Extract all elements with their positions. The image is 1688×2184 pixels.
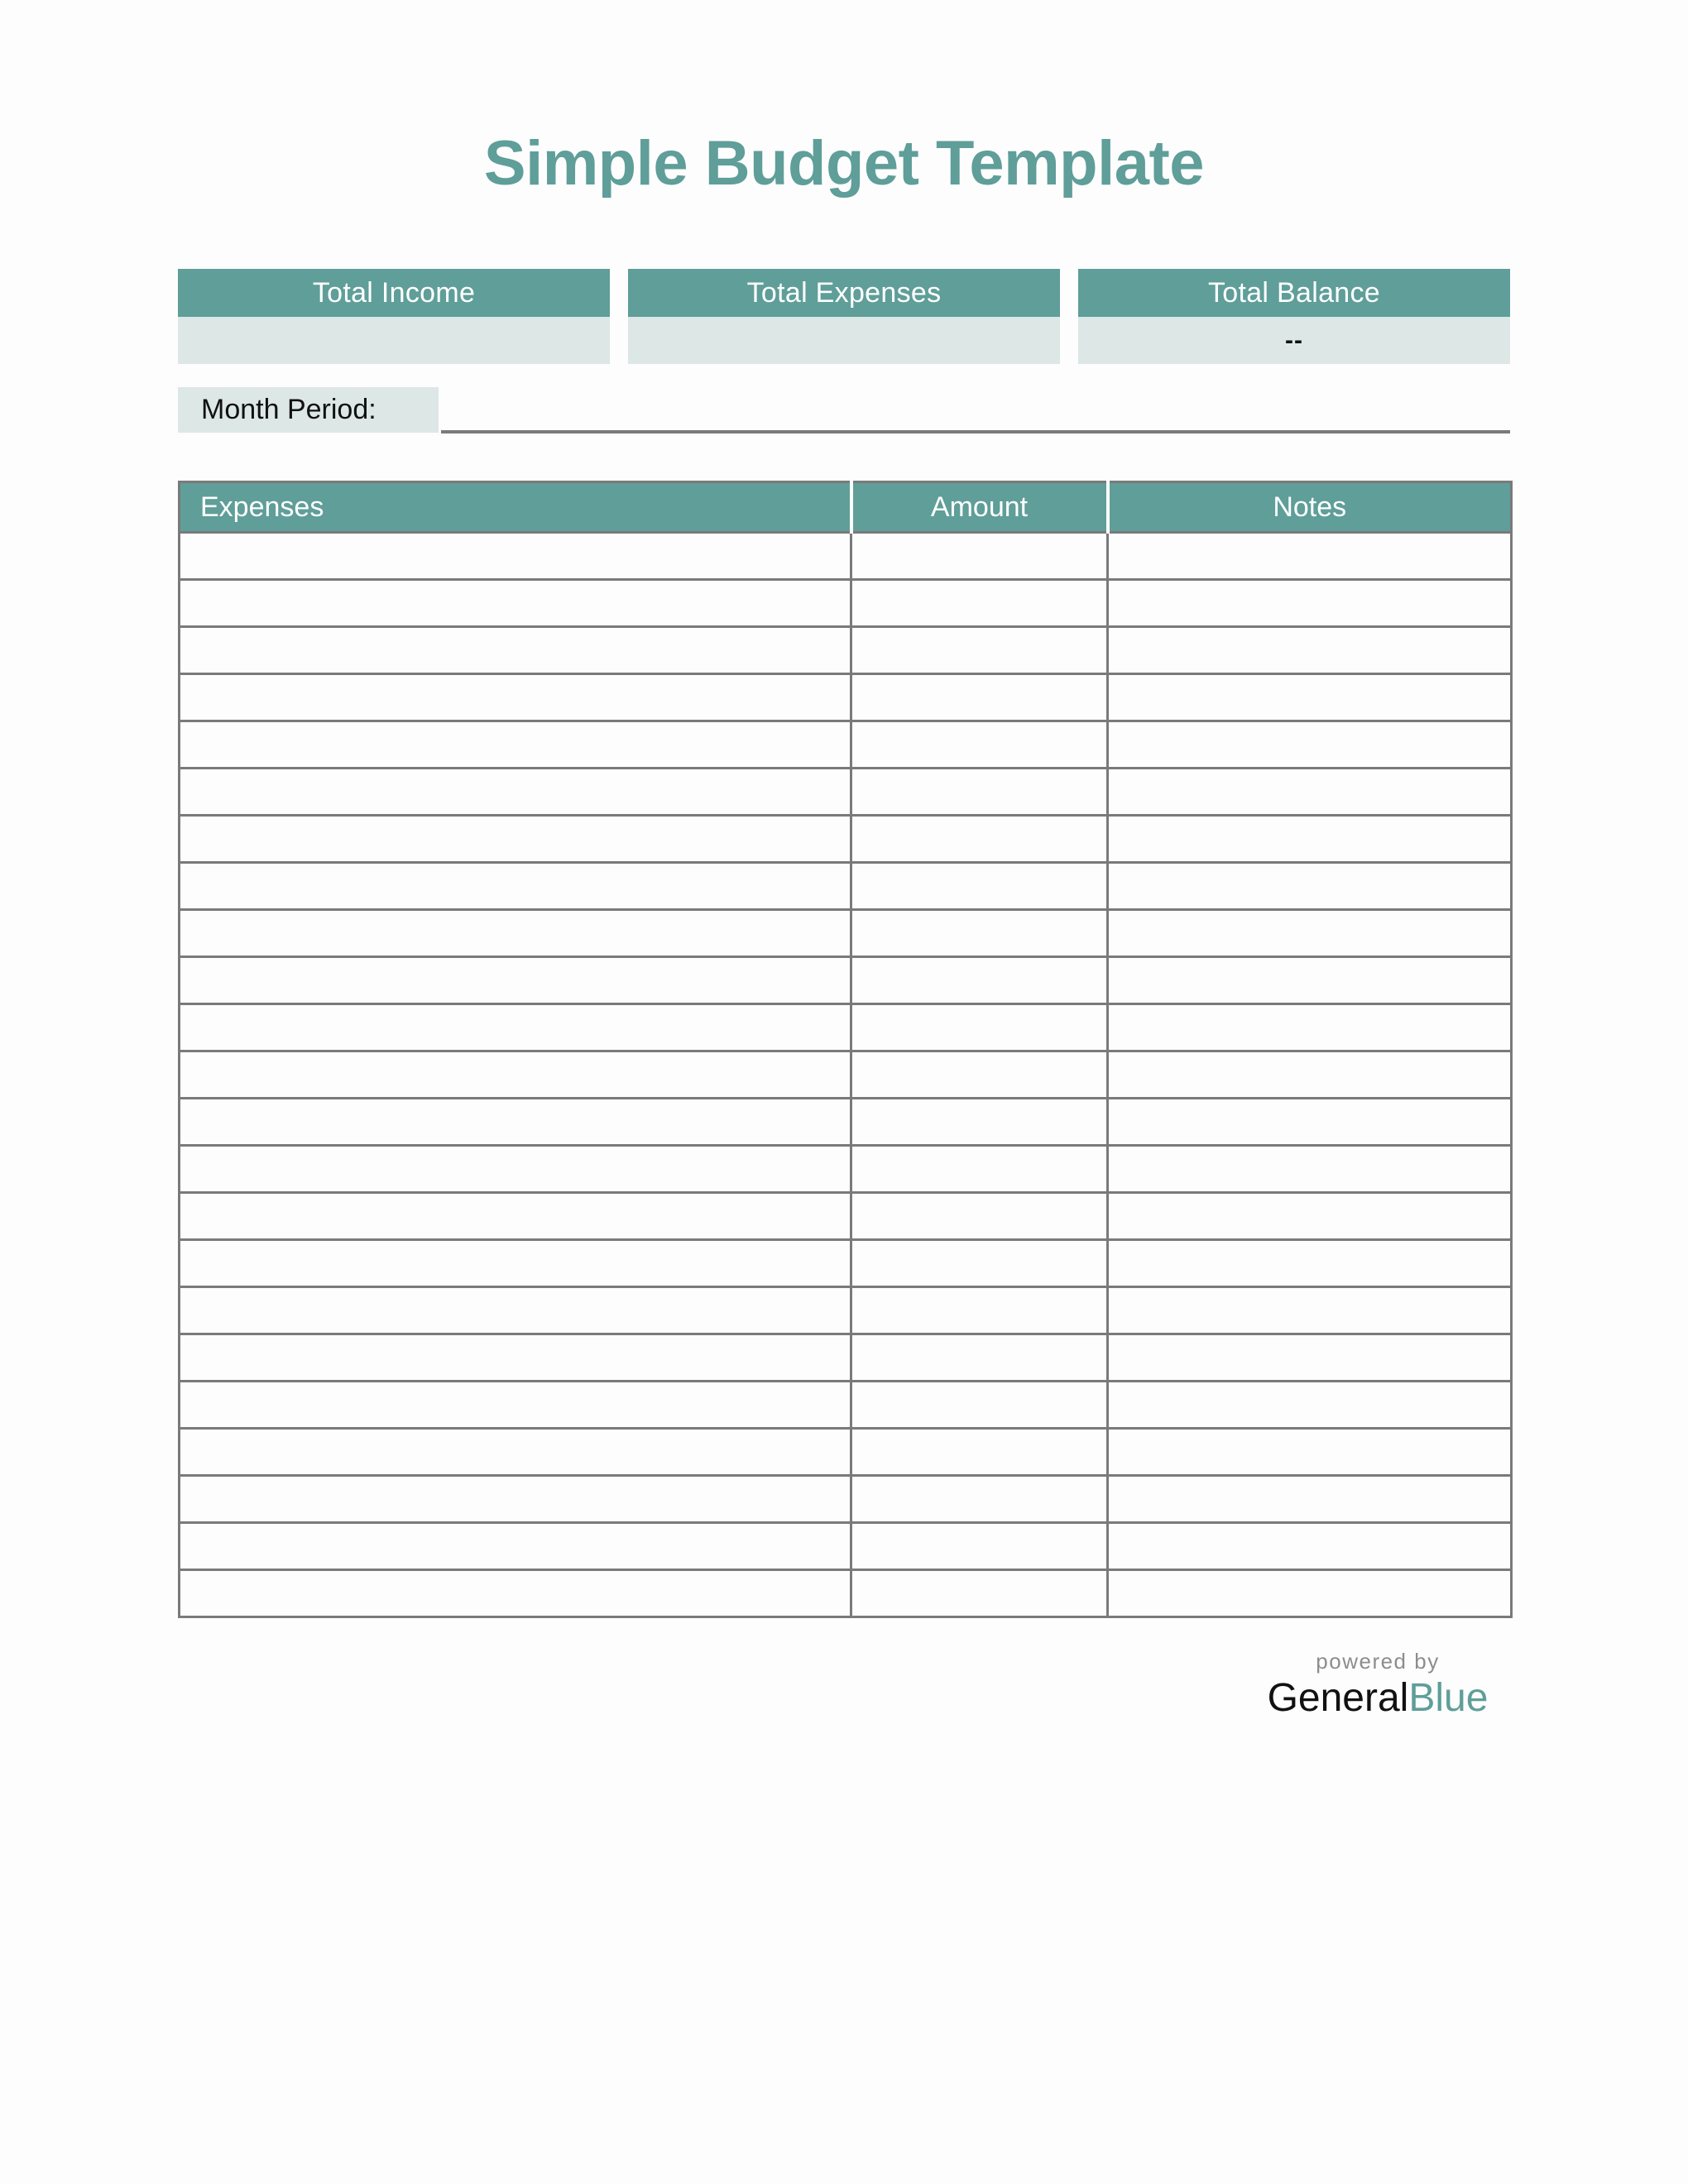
cell-expenses[interactable] <box>180 674 851 721</box>
table-row <box>180 1287 1512 1334</box>
cell-expenses[interactable] <box>180 1334 851 1382</box>
table-row <box>180 1382 1512 1429</box>
cell-expenses[interactable] <box>180 863 851 910</box>
cell-expenses[interactable] <box>180 1570 851 1617</box>
cell-notes[interactable] <box>1108 816 1512 863</box>
brand-name-blue: Blue <box>1408 1676 1489 1720</box>
table-row <box>180 1051 1512 1099</box>
cell-amount[interactable] <box>851 1570 1108 1617</box>
cell-notes[interactable] <box>1108 1523 1512 1570</box>
summary-card-label-total-income: Total Income <box>178 269 610 317</box>
cell-expenses[interactable] <box>180 1051 851 1099</box>
cell-amount[interactable] <box>851 627 1108 674</box>
summary-card-total-income <box>178 269 610 364</box>
table-row <box>180 1099 1512 1146</box>
page-title: Simple Budget Template <box>483 128 1205 199</box>
cell-expenses[interactable] <box>180 1523 851 1570</box>
month-period-underline <box>441 430 1510 433</box>
cell-amount[interactable] <box>851 674 1108 721</box>
cell-notes[interactable] <box>1108 674 1512 721</box>
cell-notes[interactable] <box>1108 1240 1512 1287</box>
cell-amount[interactable] <box>851 1429 1108 1476</box>
cell-amount[interactable] <box>851 580 1108 627</box>
cell-expenses[interactable] <box>180 1193 851 1240</box>
table-row <box>180 1240 1512 1287</box>
month-period-label: Month Period: <box>178 387 439 433</box>
cell-notes[interactable] <box>1108 721 1512 769</box>
table-row <box>180 627 1512 674</box>
cell-amount[interactable] <box>851 1099 1108 1146</box>
table-row <box>180 674 1512 721</box>
cell-amount[interactable] <box>851 1287 1108 1334</box>
cell-amount[interactable] <box>851 910 1108 957</box>
cell-expenses[interactable] <box>180 627 851 674</box>
summary-card-value-total-expenses[interactable] <box>628 317 1060 364</box>
cell-expenses[interactable] <box>180 1382 851 1429</box>
table-header-row <box>180 482 1512 533</box>
table-row <box>180 957 1512 1004</box>
cell-notes[interactable] <box>1108 910 1512 957</box>
cell-amount[interactable] <box>851 1523 1108 1570</box>
column-header-amount: Amount <box>851 482 1108 533</box>
summary-cards <box>178 269 1510 364</box>
summary-card-total-expenses <box>628 269 1060 364</box>
cell-notes[interactable] <box>1108 533 1512 580</box>
brand-name <box>1245 1676 1510 1720</box>
cell-amount[interactable] <box>851 816 1108 863</box>
brand-powered-by-label: powered by <box>1316 1649 1440 1674</box>
cell-notes[interactable] <box>1108 1146 1512 1193</box>
table-row <box>180 533 1512 580</box>
cell-notes[interactable] <box>1108 1334 1512 1382</box>
cell-notes[interactable] <box>1108 1476 1512 1523</box>
brand-logo <box>1245 1650 1510 1718</box>
cell-expenses[interactable] <box>180 533 851 580</box>
brand-name-general: General <box>1267 1676 1409 1720</box>
cell-expenses[interactable] <box>180 1004 851 1051</box>
cell-notes[interactable] <box>1108 1429 1512 1476</box>
table-row <box>180 721 1512 769</box>
summary-card-value-total-income[interactable] <box>178 317 610 364</box>
table-row <box>180 580 1512 627</box>
cell-expenses[interactable] <box>180 1476 851 1523</box>
cell-amount[interactable] <box>851 1240 1108 1287</box>
table-row <box>180 910 1512 957</box>
column-header-expenses: Expenses <box>180 482 851 533</box>
cell-amount[interactable] <box>851 1146 1108 1193</box>
expenses-table <box>178 481 1513 1618</box>
cell-expenses[interactable] <box>180 910 851 957</box>
cell-expenses[interactable] <box>180 816 851 863</box>
table-row <box>180 1476 1512 1523</box>
cell-notes[interactable] <box>1108 1382 1512 1429</box>
cell-amount[interactable] <box>851 1334 1108 1382</box>
cell-expenses[interactable] <box>180 721 851 769</box>
table-row <box>180 1570 1512 1617</box>
cell-amount[interactable] <box>851 1476 1108 1523</box>
cell-amount[interactable] <box>851 1382 1108 1429</box>
cell-amount[interactable] <box>851 721 1108 769</box>
cell-notes[interactable] <box>1108 863 1512 910</box>
table-row <box>180 1193 1512 1240</box>
summary-card-label-total-balance: Total Balance <box>1078 269 1510 317</box>
cell-notes[interactable] <box>1108 1193 1512 1240</box>
cell-amount[interactable] <box>851 533 1108 580</box>
table-row <box>180 816 1512 863</box>
table-row <box>180 1429 1512 1476</box>
cell-amount[interactable] <box>851 1193 1108 1240</box>
cell-expenses[interactable] <box>180 1146 851 1193</box>
cell-expenses[interactable] <box>180 769 851 816</box>
table-row <box>180 863 1512 910</box>
summary-card-total-balance <box>1078 269 1510 364</box>
cell-notes[interactable] <box>1108 1099 1512 1146</box>
cell-notes[interactable] <box>1108 1051 1512 1099</box>
cell-notes[interactable] <box>1108 1570 1512 1617</box>
cell-notes[interactable] <box>1108 580 1512 627</box>
cell-amount[interactable] <box>851 957 1108 1004</box>
cell-notes[interactable] <box>1108 957 1512 1004</box>
table-row <box>180 1004 1512 1051</box>
cell-expenses[interactable] <box>180 1240 851 1287</box>
cell-amount[interactable] <box>851 1051 1108 1099</box>
cell-notes[interactable] <box>1108 1004 1512 1051</box>
summary-card-label-total-expenses: Total Expenses <box>628 269 1060 317</box>
table-row <box>180 769 1512 816</box>
summary-card-value-total-balance[interactable]: -- <box>1078 317 1510 364</box>
cell-notes[interactable] <box>1108 627 1512 674</box>
cell-expenses[interactable] <box>180 1287 851 1334</box>
table-row <box>180 1523 1512 1570</box>
cell-amount[interactable] <box>851 863 1108 910</box>
cell-amount[interactable] <box>851 769 1108 816</box>
expenses-table-head <box>180 482 1512 533</box>
month-period-row <box>178 387 1510 437</box>
cell-notes[interactable] <box>1108 769 1512 816</box>
cell-expenses[interactable] <box>180 1429 851 1476</box>
cell-expenses[interactable] <box>180 580 851 627</box>
cell-expenses[interactable] <box>180 1099 851 1146</box>
cell-notes[interactable] <box>1108 1287 1512 1334</box>
cell-amount[interactable] <box>851 1004 1108 1051</box>
table-row <box>180 1334 1512 1382</box>
column-header-notes: Notes <box>1108 482 1512 533</box>
cell-expenses[interactable] <box>180 957 851 1004</box>
table-row <box>180 1146 1512 1193</box>
expenses-table-body <box>180 533 1512 1617</box>
